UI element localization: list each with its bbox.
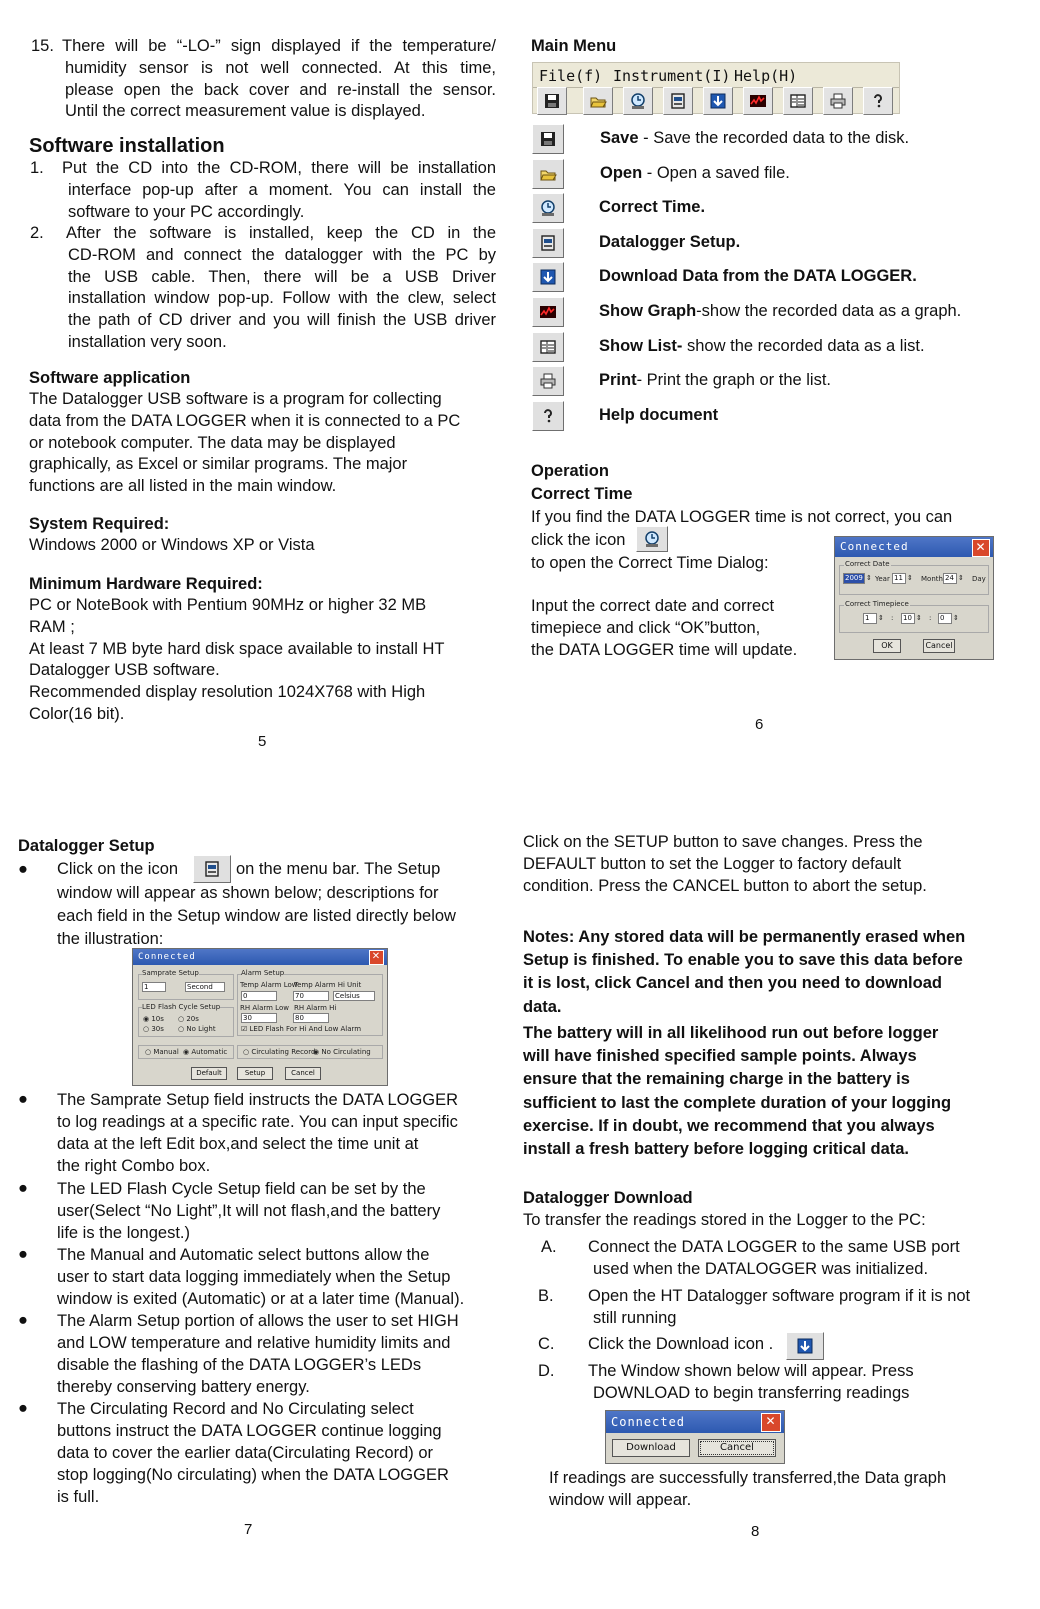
clock-icon: [629, 92, 647, 110]
dialog-title: Connected: [138, 952, 196, 962]
text-line: functions are all listed in the main window.: [29, 477, 337, 496]
item-15-line: Until the correct measurement value is displayed.: [65, 102, 426, 121]
toolbar-help-button[interactable]: [863, 87, 893, 115]
software-installation-heading: Software installation: [29, 135, 225, 157]
temp-low-input[interactable]: 0: [241, 991, 277, 1001]
ok-button[interactable]: OK: [873, 639, 901, 653]
page-number: 7: [244, 1521, 253, 1538]
option-label: Circulating Record: [251, 1048, 316, 1056]
download-dialog: [605, 1410, 785, 1464]
menu-item-detail: - Open a saved file.: [642, 163, 790, 182]
menu-item-description: [599, 232, 740, 254]
time-separator: :: [891, 614, 894, 622]
text-line: Recommended display resolution 1024X768 with High: [29, 683, 426, 702]
install-line: Put the CD into the CD-ROM, there will be installation: [62, 159, 496, 177]
notes-block: [523, 926, 1003, 1019]
unit-label: Unit: [347, 981, 362, 989]
operation-heading: Operation: [531, 462, 609, 480]
unit-select[interactable]: Celsius: [333, 991, 375, 1001]
cancel-button[interactable]: Cancel: [923, 639, 955, 653]
save-icon: [539, 130, 557, 148]
step-letter: A.: [541, 1238, 557, 1256]
correct-time-line: to open the Correct Time Dialog:: [531, 554, 769, 572]
menu-item-description: [599, 370, 831, 392]
menu-item-description: [599, 405, 718, 427]
text-line: window will appear as shown below; descriptions for: [57, 884, 439, 902]
day-label: Day: [972, 575, 986, 583]
setup-inline-button[interactable]: [193, 855, 231, 883]
install-line: the path of CD driver and you will finish the USB driver: [68, 311, 496, 330]
text-line: sufficient to last the complete duration of your logging: [523, 1093, 952, 1112]
temp-low-label: Temp Alarm Low: [240, 981, 298, 989]
unit-select[interactable]: Second: [185, 982, 225, 992]
system-required-text: Windows 2000 or Windows XP or Vista: [29, 536, 315, 554]
text-line: Datalogger USB software.: [29, 661, 220, 680]
temp-hi-label: Temp Alarm Hi: [294, 981, 345, 989]
setup-bullet-item: [57, 1089, 487, 1177]
graph-icon: [749, 92, 767, 110]
text-line: the illustration:: [57, 930, 164, 948]
final-note: [549, 1468, 946, 1512]
menu-item-name: Open: [600, 163, 643, 182]
menu-item-name: Show List-: [599, 336, 683, 355]
setup-save-instructions: [523, 832, 1003, 897]
install-line: After the software is installed, keep the CD in the: [66, 224, 496, 242]
rh-low-label: RH Alarm Low: [240, 1004, 289, 1012]
option-label: Manual: [153, 1048, 179, 1056]
text-line: used when the DATALOGGER was initialized.: [593, 1259, 929, 1278]
menu-item-description: [599, 197, 705, 219]
text-line: window is exited (Automatic) or at a later time (Manual).: [57, 1290, 465, 1309]
setup-intro-post: on the menu bar. The Setup: [236, 860, 441, 878]
time-separator: :: [929, 614, 932, 622]
second-spinner[interactable]: ⇕: [953, 614, 959, 622]
download-inline-button[interactable]: [786, 1332, 824, 1360]
circulating-radio[interactable]: ○ Circulating Record: [243, 1048, 316, 1056]
page-number: 8: [751, 1523, 760, 1540]
system-required-heading: System Required:: [29, 515, 170, 533]
text-line: data from the DATA LOGGER when it is connected to a PC: [29, 411, 461, 430]
menu-item-detail: show the recorded data as a list.: [682, 336, 925, 355]
close-icon[interactable]: ✕: [972, 539, 990, 557]
manual-radio[interactable]: ○ Manual: [145, 1048, 179, 1056]
correct-date-label: Correct Date: [845, 560, 890, 568]
text-line: The battery will in all likelihood run out before logger: [523, 1024, 939, 1042]
install-item-2-number: 2.: [30, 224, 44, 242]
text-line: DEFAULT button to set the Logger to factory default: [523, 854, 902, 873]
menu-item-description: [599, 336, 925, 358]
item-15-line: please open the back cover and re-install the sensor.: [65, 80, 496, 99]
help-icon: [869, 92, 887, 110]
automatic-radio[interactable]: ◉ Automatic: [183, 1048, 228, 1056]
correct-time-instructions: [531, 596, 831, 661]
rh-hi-label: RH Alarm Hi: [294, 1004, 337, 1012]
setup-bullet-item: [57, 1398, 487, 1508]
menu-setup-button[interactable]: [532, 228, 564, 258]
list-icon: [539, 338, 557, 356]
setup-icon: [539, 234, 557, 252]
setup-icon: [669, 92, 687, 110]
menu-item-name: Datalogger Setup.: [599, 232, 741, 251]
text-line: disable the flashing of the DATA LOGGER’s LEDs: [57, 1356, 422, 1375]
temp-hi-input[interactable]: 70: [293, 991, 329, 1001]
setup-intro-pre: Click on the icon: [57, 860, 179, 878]
toolbar-open-button[interactable]: [583, 87, 613, 115]
toolbar-print-button[interactable]: [823, 87, 853, 115]
toolbar-save-button[interactable]: [537, 87, 567, 115]
bullet-dot: ●: [18, 1179, 28, 1197]
setup-bullet-item: [57, 1244, 487, 1310]
text-line: ensure that the remaining charge in the battery is: [523, 1070, 910, 1089]
menu-item-name: Download Data from the DATA LOGGER.: [599, 267, 917, 286]
item-15-line: There will be “-LO-” sign displayed if the temperature/: [62, 37, 496, 55]
step-letter: C.: [538, 1335, 555, 1353]
text-line: Color(16 bit).: [29, 704, 125, 723]
led-option-10s[interactable]: ◉ 10s: [143, 1015, 164, 1023]
setup-icon: [203, 860, 221, 878]
text-line: PC or NoteBook with Pentium 90MHz or higher 32 MB: [29, 596, 427, 614]
text-line: and LOW temperature and relative humidity limits and: [57, 1334, 451, 1353]
software-application-text: [29, 389, 509, 498]
print-icon: [539, 372, 557, 390]
menu-help-button[interactable]: [532, 401, 564, 431]
close-icon[interactable]: ✕: [369, 950, 384, 965]
bullet-dot: ●: [18, 1311, 28, 1329]
menu-item-description: [599, 266, 917, 288]
text-line: install a fresh battery before logging critical data.: [523, 1140, 910, 1159]
hour-spinner[interactable]: ⇕: [878, 614, 884, 622]
text-line: The Alarm Setup portion of allows the user to set HIGH: [57, 1312, 459, 1330]
step-letter: D.: [538, 1362, 555, 1380]
open-icon: [539, 165, 557, 183]
battery-note-block: [523, 1022, 1003, 1161]
text-line: to log readings at a specific rate. You can input specific: [57, 1113, 458, 1132]
text-line: If readings are successfully transferred,the Data graph: [549, 1469, 947, 1487]
day-spinner[interactable]: ⇕: [958, 574, 964, 582]
item-15-line: humidity sensor is not well connected. At this time,: [65, 58, 496, 77]
install-line: installation window pop-up. Follow with the clew, select: [68, 289, 496, 308]
menu-clock-button[interactable]: [532, 193, 564, 223]
text-line: DOWNLOAD to begin transferring readings: [593, 1383, 910, 1402]
text-line: graphically, as Excel or similar programs. The major: [29, 455, 408, 474]
default-button[interactable]: Default: [191, 1067, 227, 1080]
text-line: the right Combo box.: [57, 1157, 211, 1176]
menu-help[interactable]: Help(H): [734, 67, 798, 85]
text-line: data.: [523, 997, 562, 1016]
option-label: No Circulating: [321, 1048, 371, 1056]
year-spinner[interactable]: ⇕: [866, 574, 872, 582]
download-icon: [709, 92, 727, 110]
correct-time-line: If you find the DATA LOGGER time is not correct, you can: [531, 508, 953, 526]
list-icon: [789, 92, 807, 110]
led-option-30s[interactable]: ○ 30s: [143, 1025, 164, 1033]
checkbox-label: LED Flash For Hi And Low Alarm: [249, 1025, 362, 1033]
install-line: interface pop-up after a moment. You can install the: [68, 180, 496, 199]
dialog-titlebar: [835, 537, 993, 557]
month-field[interactable]: 11: [892, 573, 906, 584]
text-line: it is lost, click Cancel and then you need to download: [523, 974, 942, 993]
install-item-1: [62, 158, 496, 223]
download-button[interactable]: Download: [612, 1439, 690, 1457]
install-line: software to your PC accordingly.: [68, 202, 305, 221]
menu-item-name: Help document: [599, 405, 719, 424]
main-menu-heading: Main Menu: [531, 37, 617, 55]
text-line: data to cover the earlier data(Circulating Record) or: [57, 1444, 434, 1463]
text-line: RAM ;: [29, 617, 75, 636]
text-line: user to start data logging immediately when the Setup: [57, 1268, 451, 1287]
step-c: Click the Download icon .: [588, 1335, 774, 1353]
step-d: [588, 1361, 914, 1405]
correct-time-heading: Correct Time: [531, 485, 633, 503]
text-line: The Window shown below will appear. Press: [588, 1362, 914, 1380]
text-line: The Datalogger USB software is a program for collecting: [29, 390, 442, 408]
install-item-2: [66, 223, 496, 354]
text-line: Connect the DATA LOGGER to the same USB port: [588, 1238, 960, 1256]
setup-dialog: [132, 948, 388, 1086]
text-line: Notes: Any stored data will be permanently erased when: [523, 928, 966, 946]
save-icon: [543, 92, 561, 110]
menu-download-button[interactable]: [532, 262, 564, 292]
help-icon: [539, 407, 557, 425]
text-line: The Samprate Setup field instructs the DATA LOGGER: [57, 1091, 459, 1109]
year-field[interactable]: 2009: [843, 573, 865, 584]
app-menubar: [532, 62, 900, 114]
setup-bullet-item: [57, 1310, 487, 1398]
bullet-dot: ●: [18, 1399, 28, 1417]
cancel-button[interactable]: Cancel: [698, 1439, 776, 1457]
menu-item-description: [600, 163, 790, 185]
text-line: Input the correct date and correct: [531, 597, 775, 615]
text-line: life is the longest.): [57, 1224, 190, 1243]
option-label: No Light: [186, 1025, 216, 1033]
correct-timepiece-label: Correct Timepiece: [845, 600, 909, 608]
menu-open-button[interactable]: [532, 159, 564, 189]
graph-icon: [539, 303, 557, 321]
datalogger-setup-heading: Datalogger Setup: [18, 837, 155, 855]
setup-bullet-item: [57, 1178, 487, 1244]
install-line: the USB cable. Then, there will be a USB Driver: [68, 267, 496, 286]
menu-item-description: [600, 128, 909, 150]
menu-graph-button[interactable]: [532, 297, 564, 327]
download-icon: [796, 1337, 814, 1355]
menu-item-detail: - Print the graph or the list.: [636, 371, 832, 390]
minute-field[interactable]: 10: [901, 613, 915, 624]
month-label: Month: [921, 575, 943, 583]
text-line: is full.: [57, 1488, 100, 1507]
item-15-text: [62, 36, 496, 123]
menu-item-name: Correct Time.: [599, 198, 706, 217]
text-line: each field in the Setup window are listed directly below: [57, 907, 456, 925]
menu-item-name: Print: [599, 371, 637, 390]
led-label: LED Flash Cycle Setup: [142, 1003, 221, 1011]
menu-item-name: Show Graph: [599, 302, 697, 320]
bullet-dot: ●: [18, 1090, 28, 1108]
menu-file[interactable]: File(f): [539, 67, 603, 85]
download-icon: [539, 268, 557, 286]
text-line: Click on the SETUP button to save changes. Press the: [523, 833, 923, 851]
hardware-required-heading: Minimum Hardware Required:: [29, 575, 263, 593]
correct-time-line: click the icon: [531, 531, 626, 549]
menu-list-button[interactable]: [532, 332, 564, 362]
menu-save-button[interactable]: [532, 124, 564, 154]
rh-hi-input[interactable]: 80: [293, 1013, 329, 1023]
no-circulating-radio[interactable]: ◉ No Circulating: [313, 1048, 371, 1056]
dialog-title: Connected: [611, 1415, 686, 1429]
menu-item-detail: - Save the recorded data to the disk.: [638, 129, 910, 147]
minute-spinner[interactable]: ⇕: [916, 614, 922, 622]
text-line: Open the HT Datalogger software program if it is not: [588, 1287, 971, 1305]
option-label: Automatic: [191, 1048, 228, 1056]
toolbar: [533, 88, 899, 114]
print-icon: [829, 92, 847, 110]
correct-time-inline-button[interactable]: [636, 526, 668, 552]
month-spinner[interactable]: ⇕: [907, 574, 913, 582]
text-line: At least 7 MB byte hard disk space available to install HT: [29, 639, 445, 658]
install-item-1-number: 1.: [30, 159, 44, 177]
correct-time-dialog: [834, 536, 994, 660]
step-letter: B.: [538, 1287, 554, 1305]
text-line: The Manual and Automatic select buttons allow the: [57, 1246, 430, 1264]
menu-print-button[interactable]: [532, 366, 564, 396]
menu-item-description: [599, 301, 961, 323]
text-line: data at the left Edit box,and select the time unit at: [57, 1135, 419, 1154]
text-line: exercise. If in doubt, we recommend that you always: [523, 1116, 935, 1135]
day-field[interactable]: 24: [943, 573, 957, 584]
text-line: still running: [593, 1308, 677, 1327]
step-b: [588, 1286, 970, 1330]
year-label: Year: [875, 575, 890, 583]
toolbar-clock-button[interactable]: [623, 87, 653, 115]
menu-instrument[interactable]: Instrument(I): [613, 67, 731, 85]
download-intro: To transfer the readings stored in the Logger to the PC:: [523, 1211, 926, 1229]
text-line: stop logging(No circulating) when the DATA LOGGER: [57, 1466, 449, 1485]
toolbar-graph-button[interactable]: [743, 87, 773, 115]
dialog-title: Connected: [840, 540, 909, 553]
text-line: The LED Flash Cycle Setup field can be set by the: [57, 1180, 426, 1198]
text-line: buttons instruct the DATA LOGGER continue logging: [57, 1422, 442, 1441]
dialog-titlebar: [133, 949, 387, 965]
open-icon: [589, 92, 607, 110]
option-label: 20s: [186, 1015, 199, 1023]
led-alarm-checkbox[interactable]: ☑ LED Flash For Hi And Low Alarm: [241, 1025, 362, 1033]
software-application-heading: Software application: [29, 369, 191, 387]
item-15-number: 15.: [31, 37, 54, 55]
hardware-required-text: [29, 595, 509, 726]
page-number: 6: [755, 716, 764, 733]
toolbar-download-button[interactable]: [703, 87, 733, 115]
text-line: or notebook computer. The data may be displayed: [29, 433, 396, 452]
samprate-label: Samprate Setup: [142, 969, 199, 977]
text-line: timepiece and click “OK”button,: [531, 618, 761, 637]
install-line: CD-ROM and connect the datalogger with the PC by: [68, 245, 496, 264]
text-line: user(Select “No Light”,It will not flash,and the battery: [57, 1202, 441, 1221]
bullet-dot: ●: [18, 860, 28, 878]
rh-low-input[interactable]: 30: [241, 1013, 277, 1023]
toolbar-list-button[interactable]: [783, 87, 813, 115]
cancel-button[interactable]: Cancel: [285, 1067, 321, 1080]
text-line: window will appear.: [549, 1490, 692, 1509]
led-option-no-light[interactable]: ○ No Light: [178, 1025, 216, 1033]
page-number: 5: [258, 733, 267, 750]
text-line: thereby conserving battery energy.: [57, 1378, 310, 1397]
step-a: [588, 1237, 960, 1281]
bullet-dot: ●: [18, 1245, 28, 1263]
text-line: condition. Press the CANCEL button to abort the setup.: [523, 876, 927, 895]
install-line: installation very soon.: [68, 332, 227, 351]
alarm-label: Alarm Setup: [241, 969, 285, 977]
samprate-input[interactable]: 1: [142, 982, 166, 992]
setup-intro: [57, 882, 487, 951]
menu-item-detail: -show the recorded data as a graph.: [696, 302, 962, 320]
hour-field[interactable]: 1: [863, 613, 877, 624]
second-field[interactable]: 0: [938, 613, 952, 624]
menu-item-name: Save: [600, 129, 639, 147]
datalogger-download-heading: Datalogger Download: [523, 1189, 693, 1207]
option-label: 30s: [151, 1025, 164, 1033]
clock-icon: [539, 199, 557, 217]
option-label: 10s: [151, 1015, 164, 1023]
dialog-titlebar: [606, 1411, 784, 1433]
toolbar-setup-button[interactable]: [663, 87, 693, 115]
text-line: will have finished specified sample points. Always: [523, 1047, 917, 1066]
led-option-20s[interactable]: ○ 20s: [178, 1015, 199, 1023]
text-line: the DATA LOGGER time will update.: [531, 640, 798, 659]
clock-icon: [643, 530, 661, 548]
close-icon[interactable]: ✕: [761, 1413, 781, 1432]
text-line: The Circulating Record and No Circulating select: [57, 1400, 414, 1418]
text-line: Setup is finished. To enable you to save this data before: [523, 951, 963, 970]
setup-button[interactable]: Setup: [237, 1067, 273, 1080]
